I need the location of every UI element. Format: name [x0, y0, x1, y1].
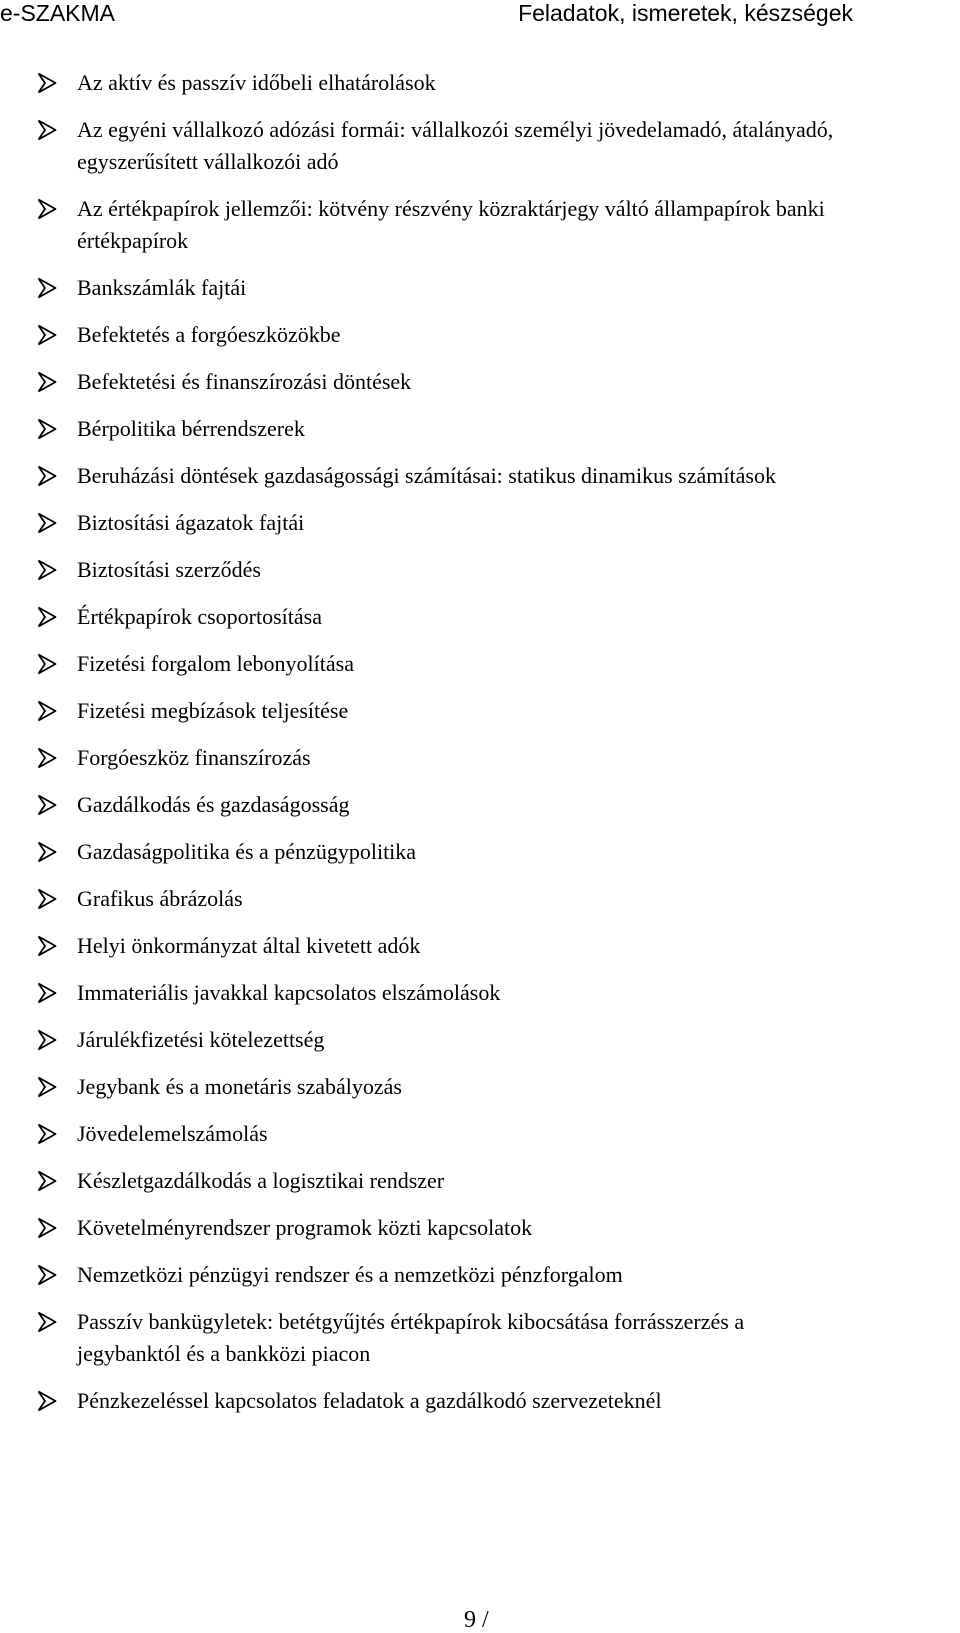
topic-text-line: Helyi önkormányzat által kivetett adók [77, 933, 421, 958]
topic-text-line: Nemzetközi pénzügyi rendszer és a nemzetközi pénzforgalom [77, 1262, 623, 1287]
topic-list-item [37, 601, 897, 633]
arrowhead-bullet-icon [37, 606, 57, 628]
arrowhead-bullet-icon [37, 324, 57, 346]
topic-text-line: Forgóeszköz finanszírozás [77, 745, 311, 770]
page-header [0, 0, 960, 32]
topic-text-line: Bérpolitika bérrendszerek [77, 416, 305, 441]
topic-text-line: Bankszámlák fajtái [77, 275, 247, 300]
topic-list-item [37, 1385, 897, 1417]
topic-text-line: értékpapírok [77, 228, 189, 253]
arrowhead-bullet-icon [37, 794, 57, 816]
topic-list-item [37, 1259, 897, 1291]
topic-text-line: Fizetési forgalom lebonyolítása [77, 651, 354, 676]
arrowhead-bullet-icon [37, 559, 57, 581]
topic-list-item [37, 883, 897, 915]
arrowhead-bullet-icon [37, 465, 57, 487]
arrowhead-bullet-icon [37, 72, 57, 94]
topic-list-item [37, 1071, 897, 1103]
arrowhead-bullet-icon [37, 1076, 57, 1098]
arrowhead-bullet-icon [37, 1029, 57, 1051]
topic-list-item [37, 836, 897, 868]
header-site-name: e-SZAKMA [0, 0, 116, 26]
arrowhead-bullet-icon [37, 653, 57, 675]
topic-text-line: Gazdaságpolitika és a pénzügypolitika [77, 839, 417, 864]
topic-text-line: Biztosítási ágazatok fajtái [77, 510, 305, 535]
arrowhead-bullet-icon [37, 418, 57, 440]
arrowhead-bullet-icon [37, 1390, 57, 1412]
topic-text-line: Immateriális javakkal kapcsolatos elszámolások [77, 980, 501, 1005]
topic-text-line: Befektetés a forgóeszközökbe [77, 322, 341, 347]
topic-text-line: Jövedelemelszámolás [77, 1121, 268, 1146]
topic-list-item [37, 366, 897, 398]
page-number: 9 / [464, 1607, 489, 1633]
arrowhead-bullet-icon [37, 841, 57, 863]
topic-text-line: Biztosítási szerződés [77, 557, 261, 582]
arrowhead-bullet-icon [37, 198, 57, 220]
arrowhead-bullet-icon [37, 119, 57, 141]
topic-list-item [37, 507, 897, 539]
topic-text-line: Beruházási döntések gazdaságossági számításai: statikus dinamikus számítások [77, 463, 776, 488]
arrowhead-bullet-icon [37, 888, 57, 910]
topic-list-item [37, 460, 897, 492]
topic-text-line: Értékpapírok csoportosítása [77, 604, 322, 629]
arrowhead-bullet-icon [37, 747, 57, 769]
arrowhead-bullet-icon [37, 1264, 57, 1286]
topic-text-line: Az aktív és passzív időbeli elhatárolások [77, 70, 436, 95]
topic-text-line: Grafikus ábrázolás [77, 886, 243, 911]
topic-text-line: Az értékpapírok jellemzői: kötvény részvény közraktárjegy váltó állampapírok banki [77, 196, 825, 221]
topic-list-item [37, 742, 897, 774]
topic-text-line: jegybanktól és a bankközi piacon [77, 1341, 371, 1366]
arrowhead-bullet-icon [37, 1170, 57, 1192]
topic-list-item [37, 1306, 897, 1370]
header-section-title: Feladatok, ismeretek, készségek [518, 0, 853, 26]
topic-text-line: Követelményrendszer programok közti kapcsolatok [77, 1215, 533, 1240]
topic-list-item [37, 930, 897, 962]
topic-list-item [37, 1212, 897, 1244]
arrowhead-bullet-icon [37, 512, 57, 534]
arrowhead-bullet-icon [37, 1123, 57, 1145]
topic-list-item [37, 977, 897, 1009]
topic-text-line: Jegybank és a monetáris szabályozás [77, 1074, 402, 1099]
topic-list-item [37, 193, 897, 257]
topic-list-item [37, 272, 897, 304]
arrowhead-bullet-icon [37, 371, 57, 393]
topic-list-item [37, 413, 897, 445]
topic-text-line: Az egyéni vállalkozó adózási formái: vállalkozói személyi jövedelamadó, átalányadó, [77, 117, 834, 142]
topic-text-line: Gazdálkodás és gazdaságosság [77, 792, 350, 817]
topic-text-line: Befektetési és finanszírozási döntések [77, 369, 412, 394]
topic-list-item [37, 695, 897, 727]
topic-list-item [37, 114, 897, 178]
topic-text-line: egyszerűsített vállalkozói adó [77, 149, 339, 174]
arrowhead-bullet-icon [37, 982, 57, 1004]
topic-list-item [37, 67, 897, 99]
topic-text-line: Járulékfizetési kötelezettség [77, 1027, 325, 1052]
arrowhead-bullet-icon [37, 1311, 57, 1333]
arrowhead-bullet-icon [37, 277, 57, 299]
arrowhead-bullet-icon [37, 935, 57, 957]
topic-text-line: Pénzkezeléssel kapcsolatos feladatok a gazdálkodó szervezeteknél [77, 1388, 662, 1413]
arrowhead-bullet-icon [37, 700, 57, 722]
topic-text-line: Készletgazdálkodás a logisztikai rendszer [77, 1168, 445, 1193]
topic-list-item [37, 1118, 897, 1150]
topic-list-item [37, 1024, 897, 1056]
topic-list-item [37, 648, 897, 680]
topic-text-line: Passzív bankügyletek: betétgyűjtés értékpapírok kibocsátása forrásszerzés a [77, 1309, 745, 1334]
topic-list-item [37, 789, 897, 821]
arrowhead-bullet-icon [37, 1217, 57, 1239]
topic-list-item [37, 554, 897, 586]
topic-text-line: Fizetési megbízások teljesítése [77, 698, 349, 723]
topic-list-item [37, 319, 897, 351]
topic-list-item [37, 1165, 897, 1197]
